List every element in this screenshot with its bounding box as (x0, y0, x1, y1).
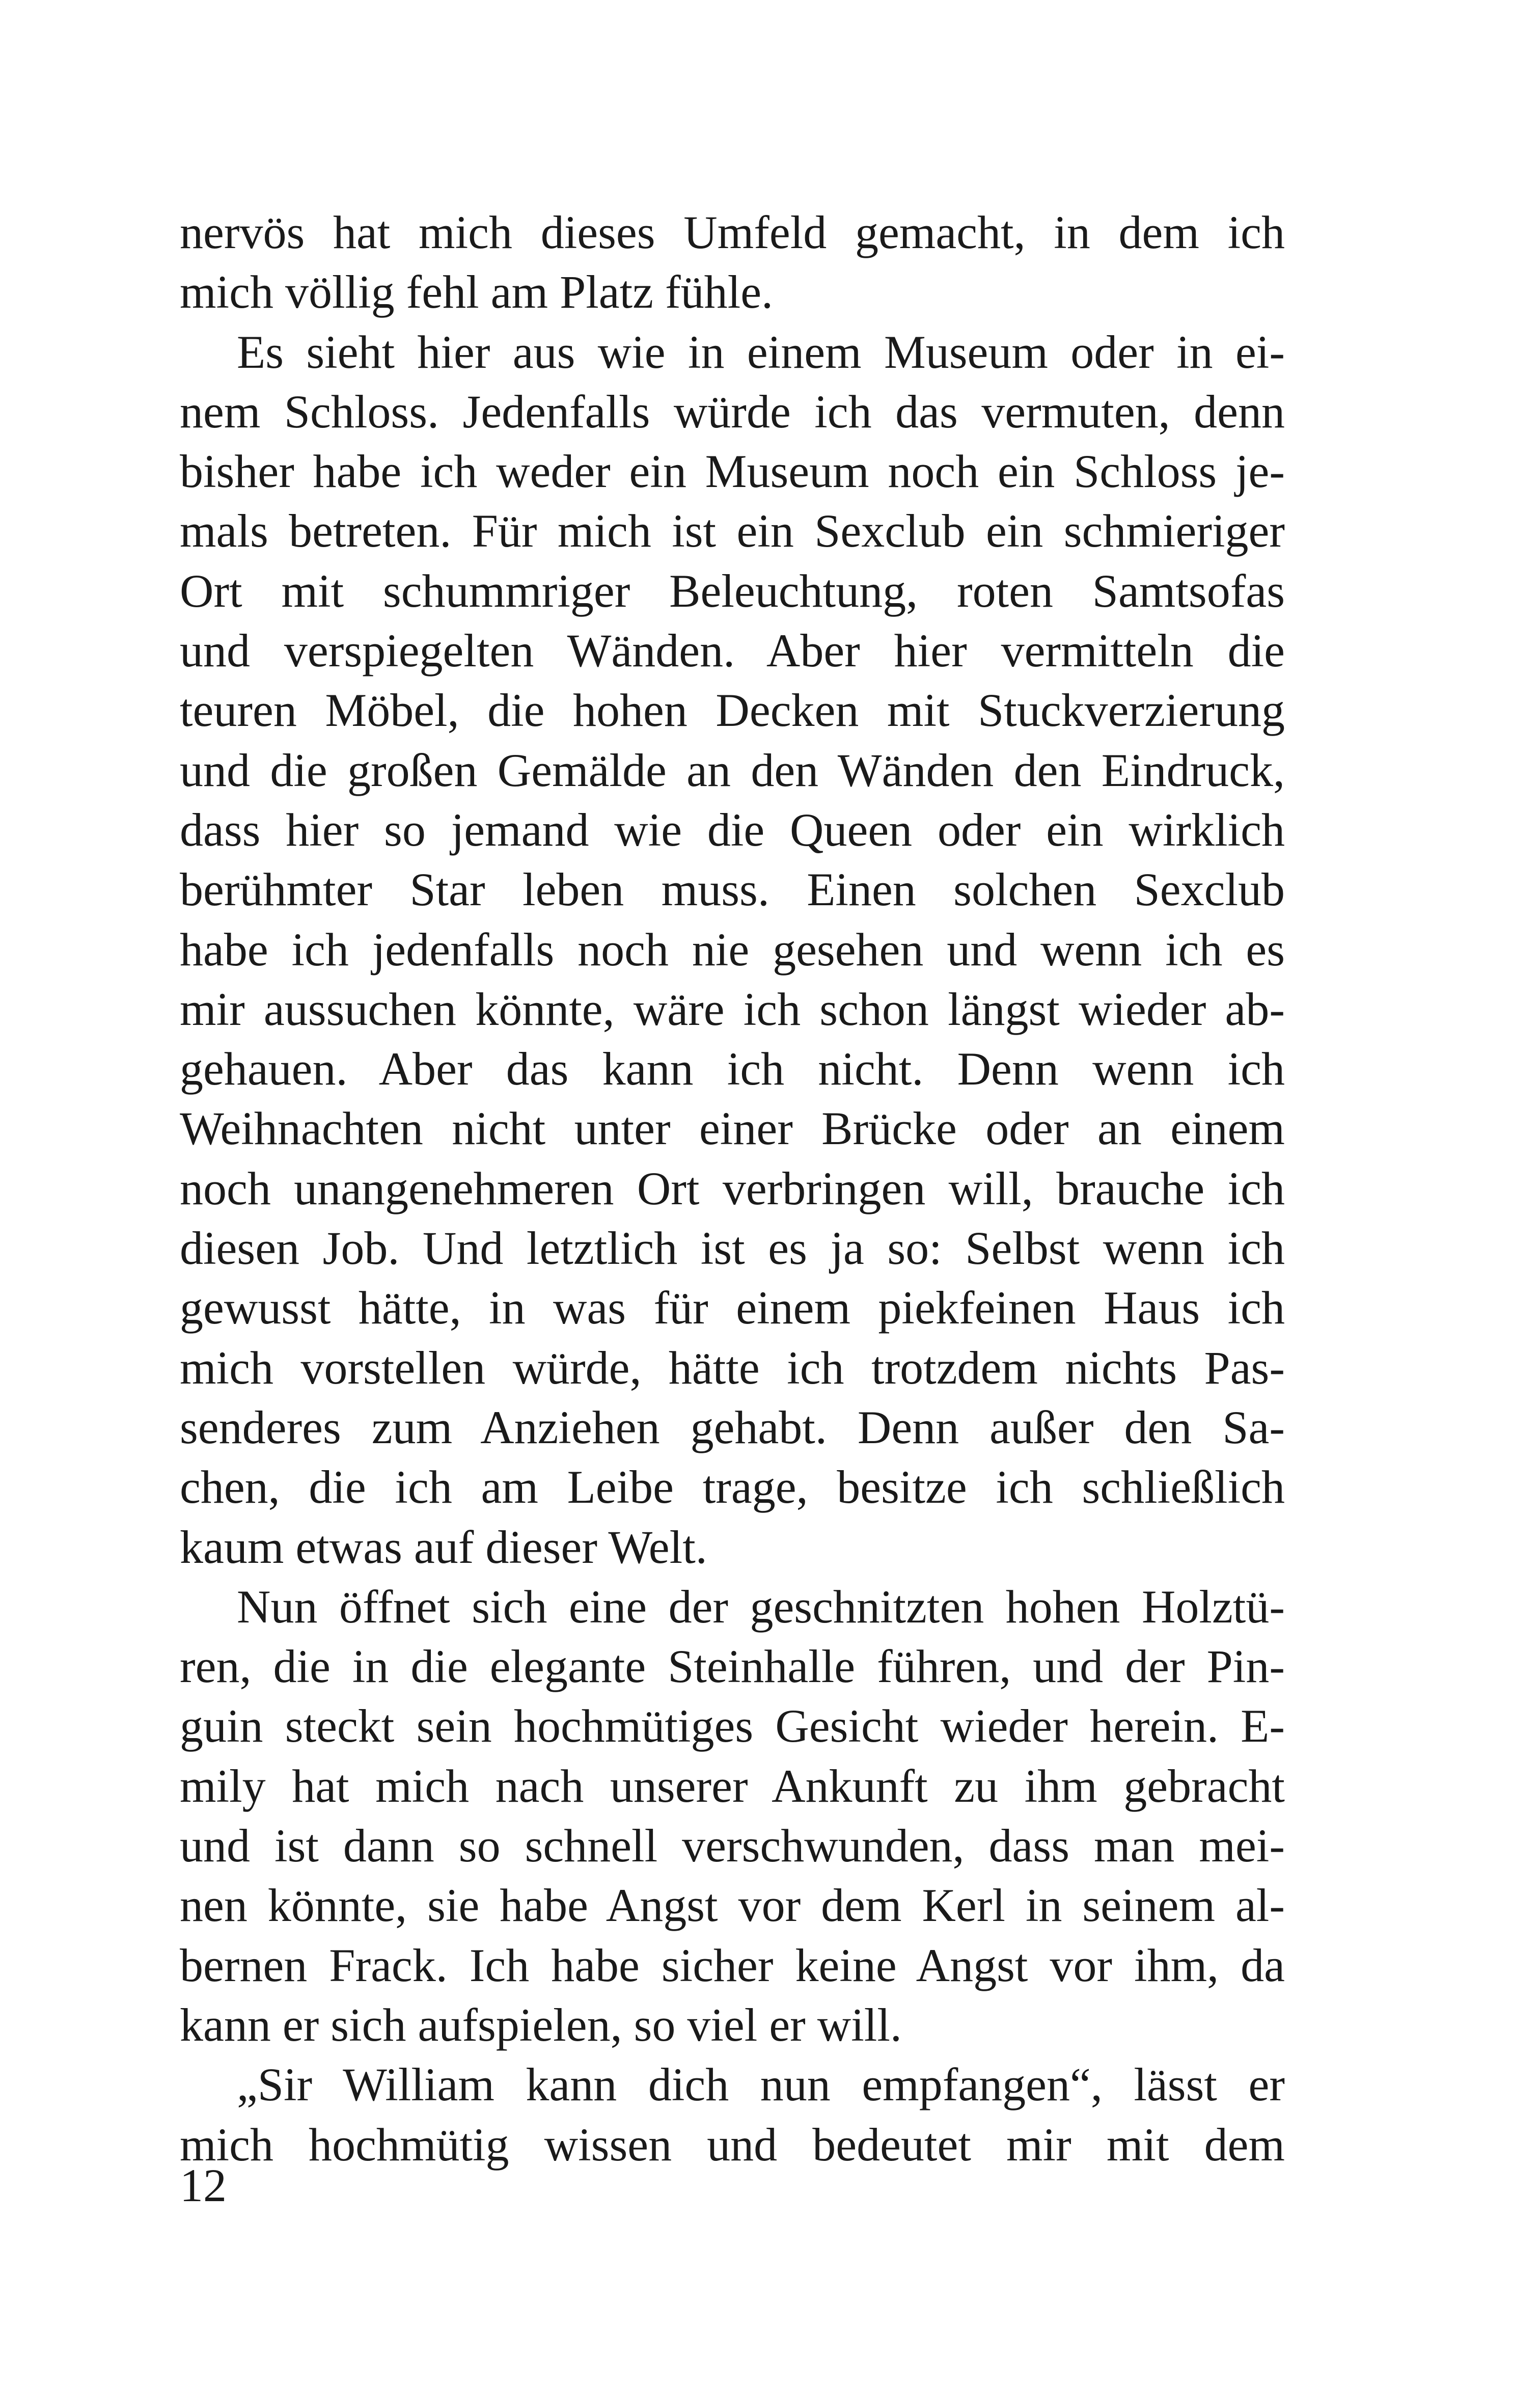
text-line: Ort mit schummriger Beleuchtung, roten Samtsofas (180, 564, 1285, 617)
text-line: kann er sich aufspielen, so viel er will. (180, 1998, 902, 2051)
text-line: teuren Möbel, die hohen Decken mit Stuckverzierung (180, 684, 1285, 737)
text-line: mich hochmütig wissen und bedeutet mir mit dem (180, 2118, 1285, 2171)
page-number: 12 (180, 2159, 227, 2211)
text-line: chen, die ich am Leibe trage, besitze ich schließlich (180, 1461, 1285, 1513)
text-line: mir aussuchen könnte, wäre ich schon längst wieder ab- (180, 983, 1285, 1035)
text-line: nen könnte, sie habe Angst vor dem Kerl in seinem al- (180, 1879, 1285, 1932)
text-line: und verspiegelten Wänden. Aber hier vermitteln die (180, 625, 1285, 677)
text-line: mily hat mich nach unserer Ankunft zu ihm gebracht (180, 1759, 1285, 1812)
text-line: noch unangenehmeren Ort verbringen will, brauche ich (180, 1162, 1285, 1214)
text-line: mich vorstellen würde, hätte ich trotzdem nichts Pas- (180, 1341, 1285, 1394)
text-line: mich völlig fehl am Platz fühle. (180, 266, 774, 318)
text-line: guin steckt sein hochmütiges Gesicht wieder herein. E- (180, 1700, 1285, 1752)
text-line: und die großen Gemälde an den Wänden den Eindruck, (180, 744, 1285, 796)
text-line: „Sir William kann dich nun empfangen“, lässt er (237, 2059, 1285, 2111)
text-line: ren, die in die elegante Steinhalle führen, und der Pin- (180, 1640, 1285, 1693)
text-line: Weihnachten nicht unter einer Brücke oder an einem (180, 1102, 1285, 1155)
text-line: nervös hat mich dieses Umfeld gemacht, in dem ich (180, 206, 1285, 258)
text-line: dass hier so jemand wie die Queen oder ein wirklich (180, 803, 1285, 856)
body-text (180, 203, 1285, 2175)
text-line: bisher habe ich weder ein Museum noch ein Schloss je- (180, 445, 1285, 498)
text-line: mals betreten. Für mich ist ein Sexclub ein schmieriger (180, 505, 1285, 557)
text-line: diesen Job. Und letztlich ist es ja so: Selbst wenn ich (180, 1222, 1285, 1275)
text-line: berühmter Star leben muss. Einen solchen Sexclub (180, 863, 1285, 916)
text-line: nem Schloss. Jedenfalls würde ich das vermuten, denn (180, 385, 1285, 438)
text-line: und ist dann so schnell verschwunden, dass man mei- (180, 1820, 1285, 1872)
text-line: Es sieht hier aus wie in einem Museum oder in ei- (237, 326, 1285, 378)
text-line: bernen Frack. Ich habe sicher keine Angst vor ihm, da (180, 1939, 1285, 1991)
text-line: habe ich jedenfalls noch nie gesehen und wenn ich es (180, 923, 1285, 976)
text-line: gewusst hätte, in was für einem piekfeinen Haus ich (180, 1282, 1285, 1334)
text-line: senderes zum Anziehen gehabt. Denn außer den Sa- (180, 1401, 1285, 1453)
text-line: Nun öffnet sich eine der geschnitzten hohen Holztü- (237, 1580, 1285, 1633)
text-line: gehauen. Aber das kann ich nicht. Denn wenn ich (180, 1043, 1285, 1095)
text-line: kaum etwas auf dieser Welt. (180, 1521, 707, 1573)
